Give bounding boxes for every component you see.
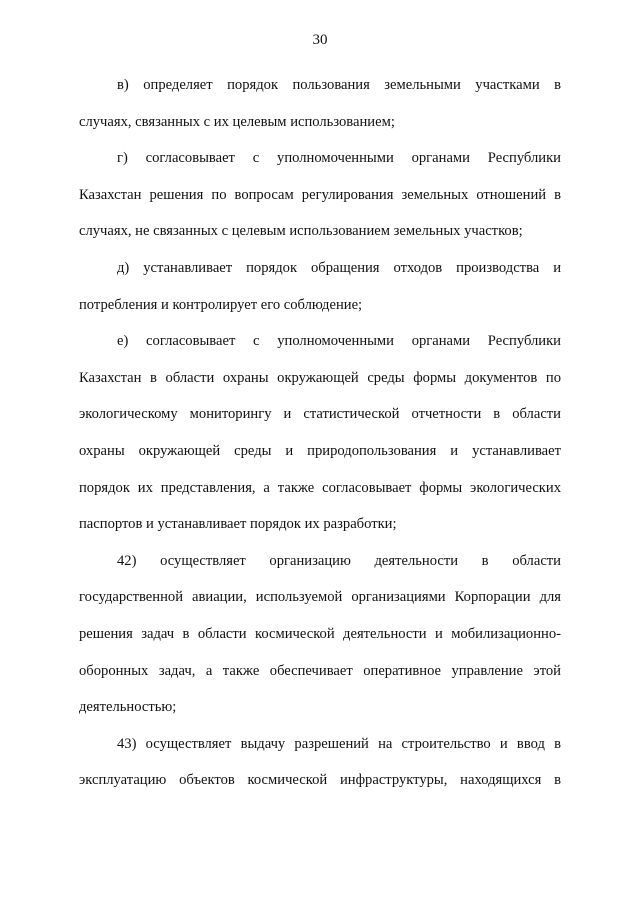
paragraph-43: [79, 726, 561, 799]
text-line: Казахстан решения по вопросам регулирования земельных отношений в: [79, 186, 561, 203]
text-line: деятельностью;: [79, 699, 177, 716]
paragraph-g: [79, 140, 561, 250]
text-line: охраны окружающей среды и природопользования и устанавливает: [79, 442, 561, 459]
paragraph-v: [79, 67, 561, 140]
text-line: Казахстан в области охраны окружающей среды формы документов по: [79, 369, 561, 386]
text-line: е) согласовывает с уполномоченными органами Республики: [117, 333, 561, 350]
text-line: государственной авиации, используемой организациями Корпорации для: [79, 589, 561, 606]
text-line: г) согласовывает с уполномоченными органами Республики: [117, 150, 561, 167]
text-line: 43) осуществляет выдачу разрешений на строительство и ввод в: [117, 735, 561, 752]
text-line: случаях, не связанных с целевым использованием земельных участков;: [79, 223, 523, 240]
document-body: [79, 67, 561, 799]
paragraph-e: [79, 323, 561, 543]
text-line: эксплуатацию объектов космической инфраструктуры, находящихся в: [79, 772, 561, 789]
text-line: 42) осуществляет организацию деятельности в области: [117, 552, 561, 569]
text-line: д) устанавливает порядок обращения отходов производства и: [117, 259, 561, 276]
page-number: 30: [312, 32, 328, 48]
text-line: в) определяет порядок пользования земельными участками в: [117, 77, 561, 93]
text-line: порядок их представления, а также согласовывает формы экологических: [79, 479, 561, 496]
text-line: паспортов и устанавливает порядок их разработки;: [79, 516, 397, 533]
paragraph-d: [79, 250, 561, 323]
text-line: экологическому мониторингу и статистической отчетности в области: [79, 406, 561, 423]
text-line: оборонных задач, а также обеспечивает оперативное управление этой: [79, 662, 561, 679]
paragraph-42: [79, 543, 561, 726]
text-line: случаях, связанных с их целевым использованием;: [79, 113, 395, 130]
text-line: решения задач в области космической деятельности и мобилизационно-: [79, 625, 561, 642]
text-line: потребления и контролирует его соблюдение;: [79, 296, 363, 313]
